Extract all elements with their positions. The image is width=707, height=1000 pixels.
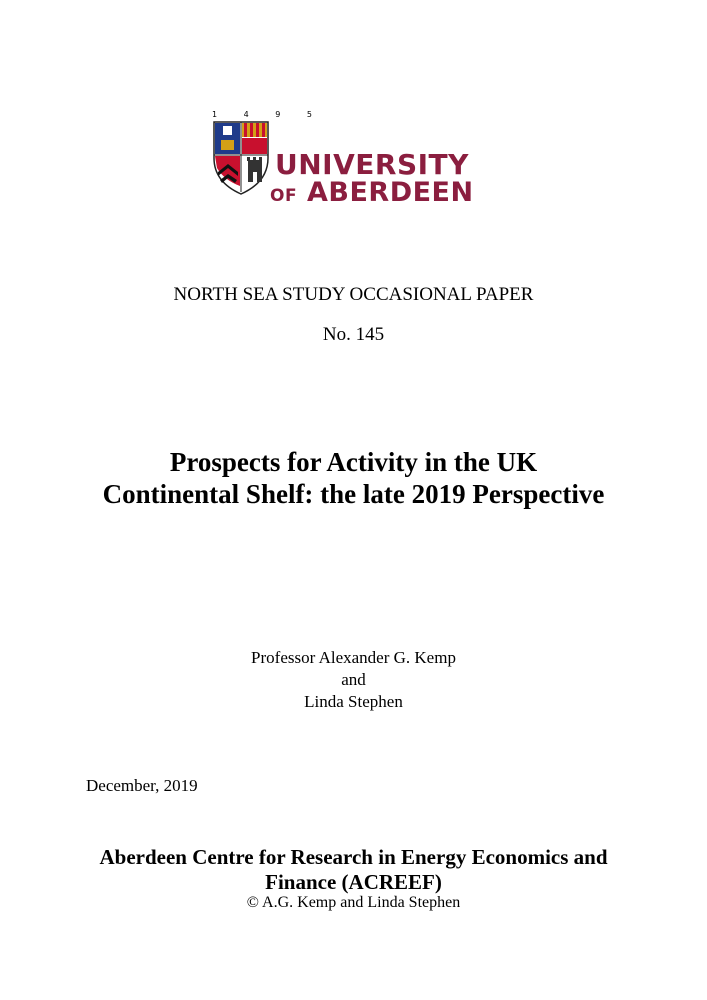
paper-title-line2: Continental Shelf: the late 2019 Perspective [102, 479, 605, 509]
copyright-notice: © A.G. Kemp and Linda Stephen [246, 894, 461, 911]
research-centre-line1: Aberdeen Centre for Research in Energy Economics and [99, 845, 608, 869]
author-1: Professor Alexander G. Kemp [251, 648, 456, 667]
research-centre-line2: Finance (ACREEF) [265, 870, 442, 894]
logo-university: UNIVERSITY [275, 148, 469, 181]
logo-of: OF [270, 186, 298, 206]
university-crest-icon [210, 110, 272, 200]
publication-date: December, 2019 [86, 776, 198, 795]
logo-aberdeen: ABERDEEN [306, 177, 474, 208]
author-2: Linda Stephen [304, 692, 403, 711]
logo-year: 1 4 9 5 [212, 110, 324, 119]
research-centre [0, 845, 707, 895]
series-title: NORTH SEA STUDY OCCASIONAL PAPER [173, 284, 534, 305]
paper-number: No. 145 [322, 324, 385, 345]
paper-title-line1: Prospects for Activity in the UK [169, 447, 538, 477]
paper-title [0, 446, 707, 510]
authors [0, 647, 707, 713]
author-conjunction: and [341, 670, 366, 689]
logo-aberdeen-line [270, 177, 474, 208]
university-logo [210, 110, 474, 208]
